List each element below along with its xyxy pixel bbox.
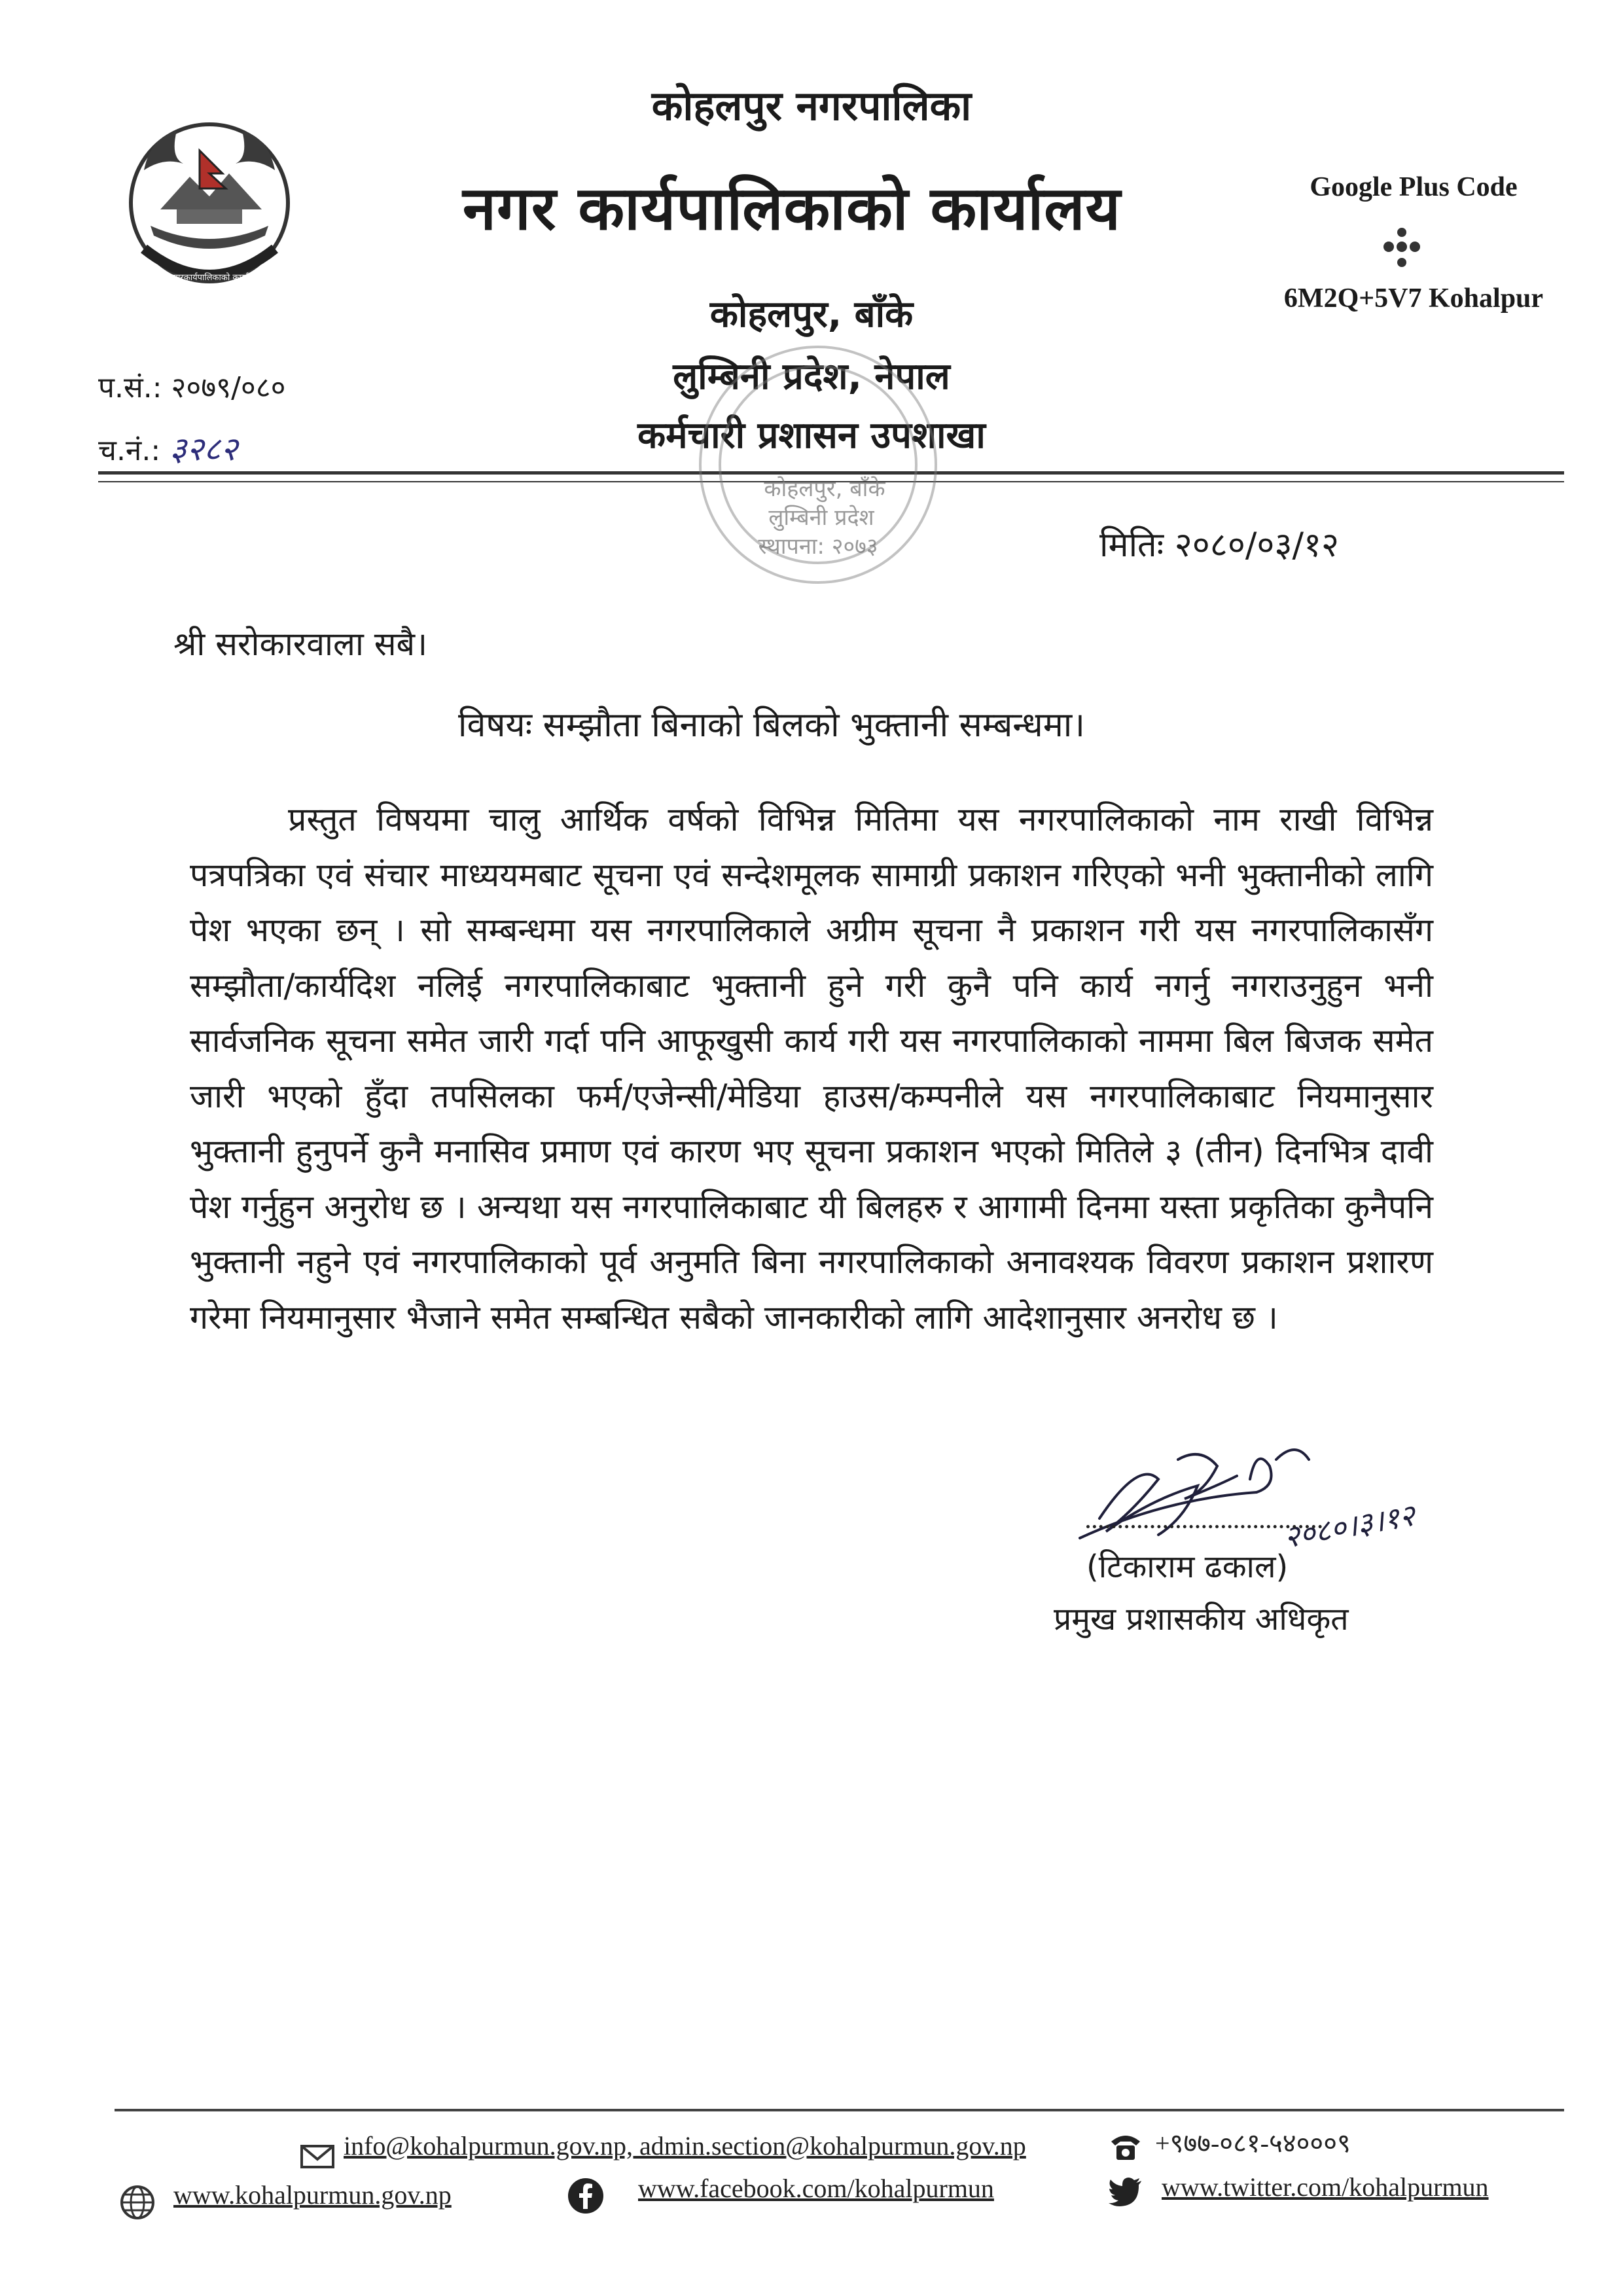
footer-email-link[interactable]: info@kohalpurmun.gov.np, admin.section@kohalpurmun.gov.np	[344, 2131, 1026, 2161]
cn-label: च.नं.:	[98, 434, 161, 467]
stamp-line-2: लुम्बिनी प्रदेश	[768, 505, 874, 531]
facebook-icon	[566, 2176, 605, 2215]
date-value: २०८०/०३/१२	[1174, 526, 1340, 565]
nepal-emblem-logo	[105, 111, 314, 295]
plus-code-value: 6M2Q+5V7 Kohalpur	[1283, 283, 1544, 314]
stamp-line-1: कोहलपुर, बाँके	[764, 476, 885, 502]
address-line-1: कोहलपुर, बाँके	[709, 293, 914, 336]
signature-date: २०८०।३।१२	[1281, 1497, 1418, 1555]
salutation: श्री सरोकारवाला सबै।	[173, 625, 428, 663]
plus-code-label: Google Plus Code	[1310, 172, 1518, 202]
envelope-icon	[298, 2137, 337, 2176]
signatory-name: (टिकाराम ढकाल)	[1086, 1549, 1289, 1585]
letter-date	[1099, 520, 1339, 567]
footer-website-link[interactable]: www.kohalpurmun.gov.np	[173, 2180, 452, 2210]
telephone-icon	[1106, 2127, 1145, 2166]
subject-line: विषयः सम्झौता बिनाको बिलको भुक्तानी सम्बन्धमा।	[458, 706, 1085, 745]
office-stamp	[681, 334, 955, 596]
footer-twitter-link[interactable]: www.twitter.com/kohalpurmun	[1162, 2172, 1489, 2202]
patra-sankhya	[98, 367, 286, 406]
stamp-line-3: स्थापना: २०७३	[758, 533, 878, 560]
cn-value: ३२८२	[169, 430, 238, 468]
chalani-number	[98, 425, 238, 470]
address-line-2: लुम्बिनी प्रदेश, नेपाल	[673, 355, 950, 398]
office-title: नगर कार्यपालिकाको कार्यालय	[462, 173, 1122, 243]
ps-value: २०७९/०८०	[171, 371, 286, 404]
section-name: कर्मचारी प्रशासन उपशाखा	[637, 414, 986, 457]
date-label: मितिः	[1099, 526, 1164, 565]
letter-body: प्रस्तुत विषयमा चालु आर्थिक वर्षको विभिन्न मितिमा यस नगरपालिकाको नाम राखी विभिन्न पत्रपत्रिका एवं संचार माध्ययमबाट सूचना एवं सन्देशमूलक सामाग्री प्रकाशन गरिएको भनी भुक्तानीको लागि पेश भएका छन् । सो सम्बन्धमा यस नगरपालिकाले अग्रीम सूचना नै प्रकाशन गरी यस नगरपालिकासँग सम्झौता/कार्यदिश नलिई नगरपालिकाबाट भुक्तानी हुने गरी कुनै पनि कार्य नगर्नु नगराउनुहुन भनी सार्वजनिक सूचना समेत जारी गर्दा पनि आफूखुसी कार्य गरी यस नगरपालिकाको नाममा बिल बिजक समेत जारी भएको हुँदा तपसिलका फर्म/एजेन्सी/मेडिया हाउस/कम्पनीले यस नगरपालिकाबाट नियमानुसार भुक्तानी हुनुपर्ने कुनै मनासिव प्रमाण एवं कारण भए सूचना प्रकाशन भएको मितिले ३ (तीन) दिनभित्र दावी पेश गर्नुहुन अनुरोध छ । अन्यथा यस नगरपालिकाबाट यी बिलहरु र आगामी दिनमा यस्ता प्रकृतिका कुनैपनि भुक्तानी नहुने एवं नगरपालिकाको पूर्व अनुमति बिना नगरपालिकाको अनावश्यक विवरण प्रकाशन प्रशारण गरेमा नियमानुसार भैजाने समेत सम्बन्धित सबैको जानकारीको लागि आदेशानुसार अनरोध छ ।	[190, 800, 1433, 1336]
twitter-icon	[1106, 2172, 1145, 2211]
municipality-name: कोहलपुर नगरपालिका	[651, 82, 972, 130]
footer-phone: +९७७-०८१-५४०००९	[1155, 2128, 1351, 2158]
footer-divider	[115, 2109, 1564, 2111]
footer-facebook-link[interactable]: www.facebook.com/kohalpurmun	[638, 2174, 994, 2203]
emblem-caption: कोहलपुर नगरकार्यपालिकाको कार्यालय, बाँके	[140, 273, 279, 283]
signatory-designation: प्रमुख प्रशासकीय अधिकृत	[1054, 1601, 1349, 1638]
globe-icon	[118, 2183, 157, 2222]
ps-label: प.सं.:	[98, 371, 162, 404]
signature-line	[1086, 1525, 1322, 1528]
plus-code-dots-icon	[1363, 226, 1441, 278]
